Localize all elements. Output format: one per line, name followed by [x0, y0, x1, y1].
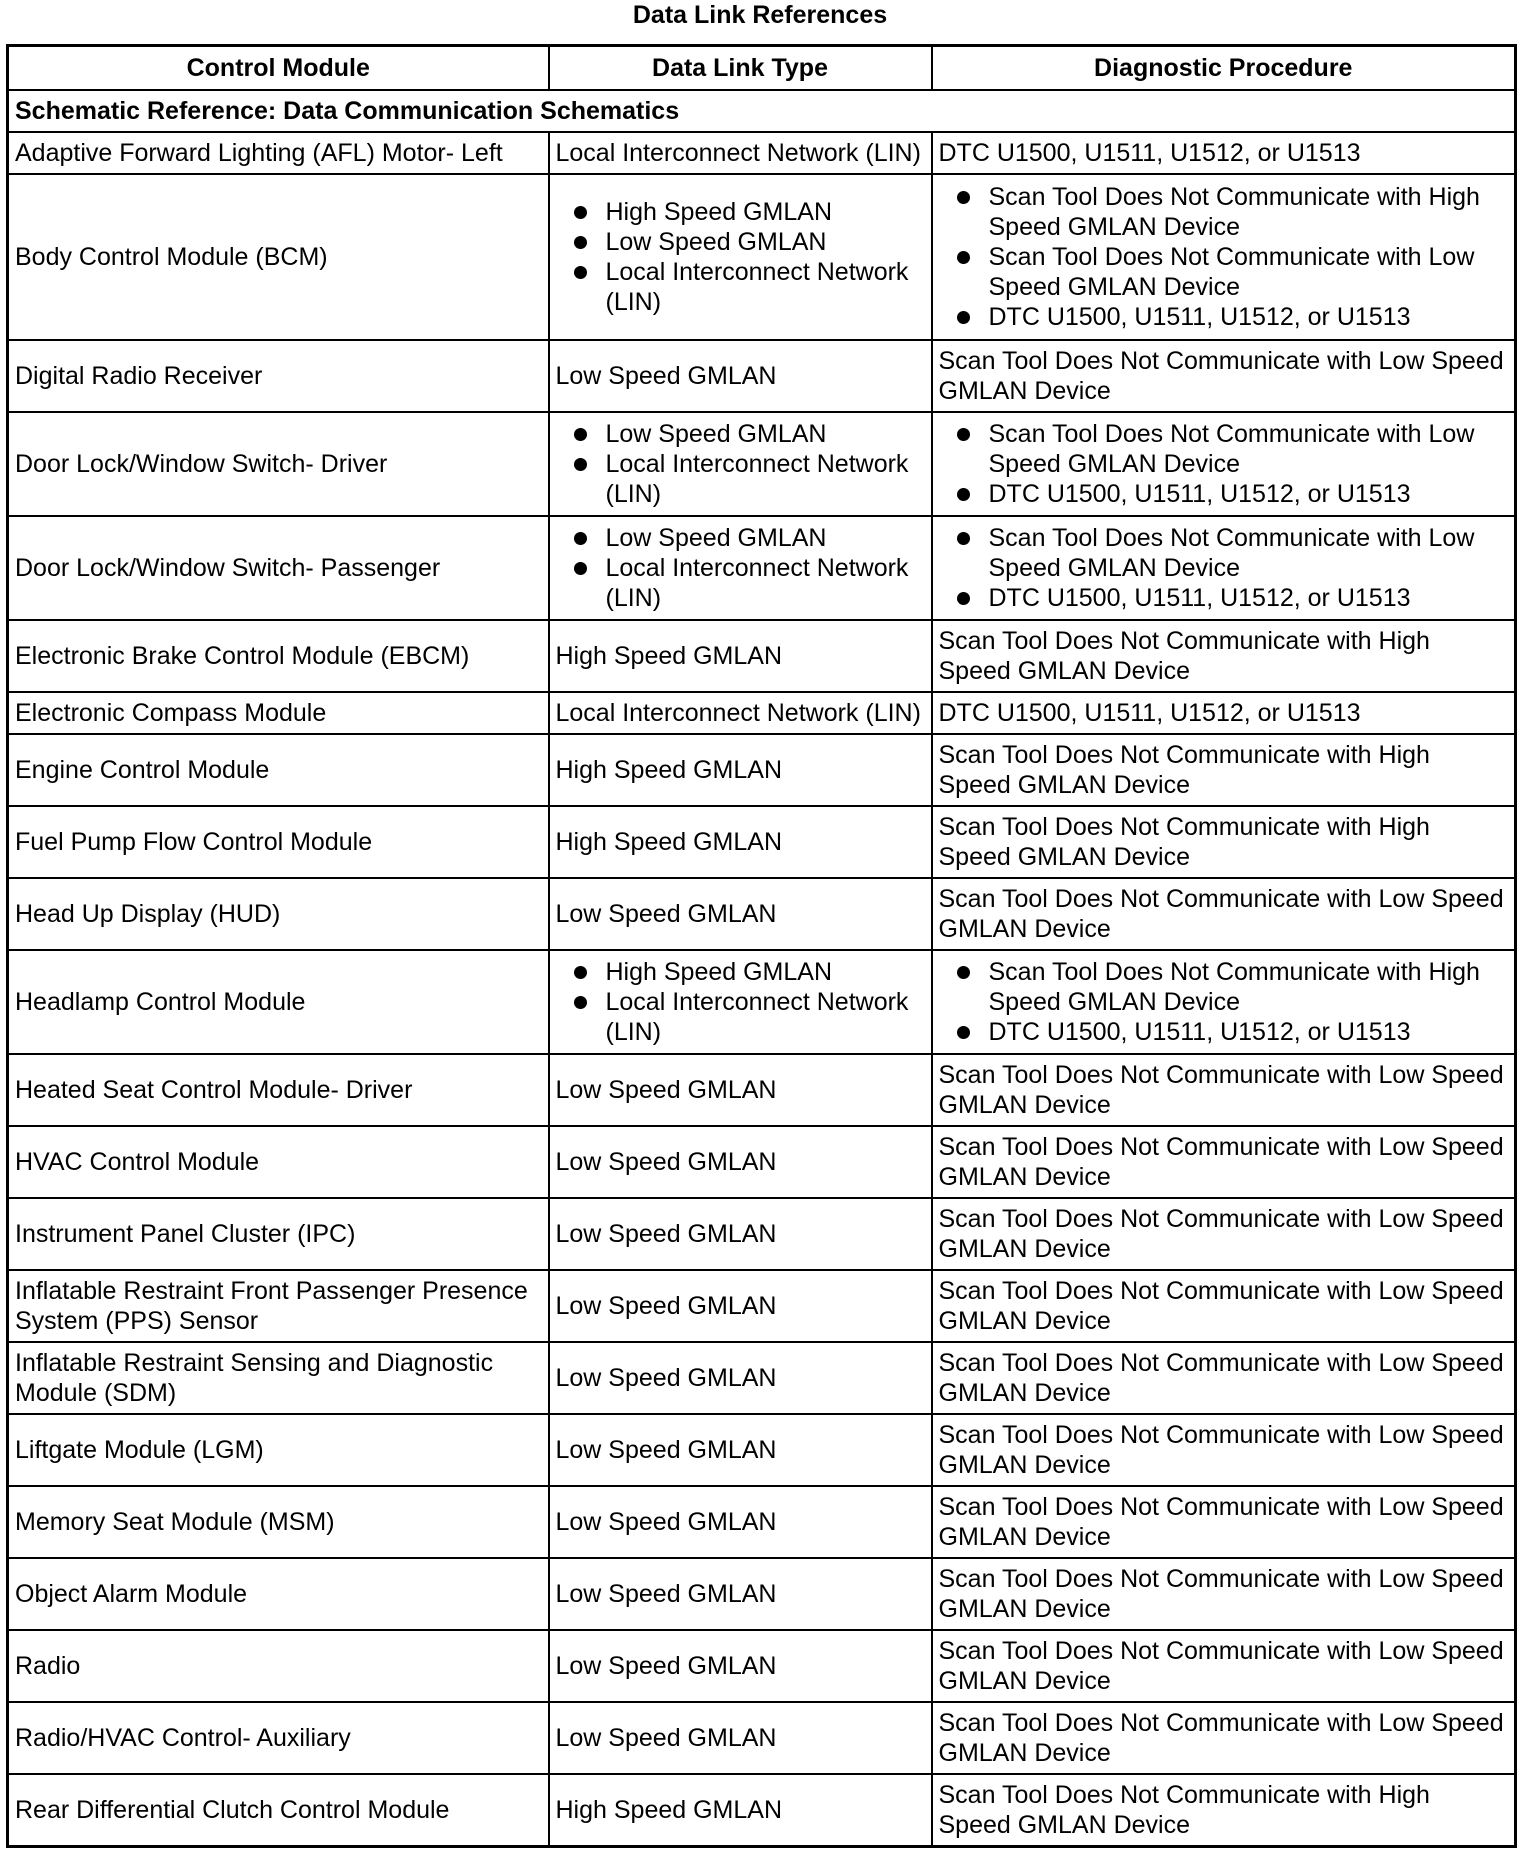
data-link-type-cell: Low Speed GMLAN: [549, 1702, 932, 1774]
control-module-cell: HVAC Control Module: [8, 1126, 549, 1198]
control-module-cell: Electronic Compass Module: [8, 692, 549, 734]
data-link-type-cell: Local Interconnect Network (LIN): [549, 132, 932, 174]
list-item: Local Interconnect Network (LIN): [556, 449, 925, 509]
list-item: Scan Tool Does Not Communicate with High Speed GMLAN Device: [939, 182, 1509, 242]
data-link-type-cell: [549, 412, 932, 516]
list-item: DTC U1500, U1511, U1512, or U1513: [939, 583, 1509, 613]
data-link-type-cell: Local Interconnect Network (LIN): [549, 692, 932, 734]
diagnostic-procedure-cell-list: [939, 523, 1509, 613]
table-row: [8, 692, 1516, 734]
list-item: Low Speed GMLAN: [556, 227, 925, 257]
diagnostic-procedure-cell: Scan Tool Does Not Communicate with High Speed GMLAN Device: [932, 1774, 1516, 1847]
control-module-cell: Inflatable Restraint Front Passenger Presence System (PPS) Sensor: [8, 1270, 549, 1342]
diagnostic-procedure-cell: Scan Tool Does Not Communicate with Low Speed GMLAN Device: [932, 1126, 1516, 1198]
data-link-type-cell-list: [556, 197, 925, 317]
table-row: [8, 1342, 1516, 1414]
table-row: [8, 1774, 1516, 1847]
data-link-type-cell: Low Speed GMLAN: [549, 1270, 932, 1342]
diagnostic-procedure-cell: [932, 950, 1516, 1054]
table-row: [8, 1558, 1516, 1630]
table-row: [8, 1630, 1516, 1702]
list-item: Low Speed GMLAN: [556, 419, 925, 449]
diagnostic-procedure-cell: Scan Tool Does Not Communicate with Low Speed GMLAN Device: [932, 878, 1516, 950]
list-item: Low Speed GMLAN: [556, 523, 925, 553]
control-module-cell: Inflatable Restraint Sensing and Diagnostic Module (SDM): [8, 1342, 549, 1414]
list-item: DTC U1500, U1511, U1512, or U1513: [939, 302, 1509, 332]
diagnostic-procedure-cell: Scan Tool Does Not Communicate with Low Speed GMLAN Device: [932, 1414, 1516, 1486]
table-row: [8, 734, 1516, 806]
table-row: [8, 1486, 1516, 1558]
diagnostic-procedure-cell: Scan Tool Does Not Communicate with High Speed GMLAN Device: [932, 734, 1516, 806]
control-module-cell: Digital Radio Receiver: [8, 340, 549, 412]
data-link-type-cell-list: [556, 957, 925, 1047]
list-item: Scan Tool Does Not Communicate with Low Speed GMLAN Device: [939, 523, 1509, 583]
diagnostic-procedure-cell: Scan Tool Does Not Communicate with Low Speed GMLAN Device: [932, 1270, 1516, 1342]
control-module-cell: Fuel Pump Flow Control Module: [8, 806, 549, 878]
diagnostic-procedure-cell: [932, 412, 1516, 516]
data-link-type-cell: Low Speed GMLAN: [549, 340, 932, 412]
table-row: [8, 1702, 1516, 1774]
control-module-cell: Radio: [8, 1630, 549, 1702]
table-row: [8, 806, 1516, 878]
control-module-cell: Body Control Module (BCM): [8, 174, 549, 340]
data-link-type-cell: Low Speed GMLAN: [549, 878, 932, 950]
diagnostic-procedure-cell: Scan Tool Does Not Communicate with Low Speed GMLAN Device: [932, 1198, 1516, 1270]
table-row: [8, 620, 1516, 692]
data-link-type-cell: Low Speed GMLAN: [549, 1342, 932, 1414]
schematic-reference: Schematic Reference: Data Communication Schematics: [8, 90, 1516, 132]
table-row: [8, 1126, 1516, 1198]
data-link-type-cell: Low Speed GMLAN: [549, 1126, 932, 1198]
control-module-cell: Memory Seat Module (MSM): [8, 1486, 549, 1558]
table-row: [8, 878, 1516, 950]
data-link-type-cell: High Speed GMLAN: [549, 806, 932, 878]
diagnostic-procedure-cell: Scan Tool Does Not Communicate with High Speed GMLAN Device: [932, 806, 1516, 878]
control-module-cell: Door Lock/Window Switch- Driver: [8, 412, 549, 516]
header-data-link-type: Data Link Type: [549, 46, 932, 91]
diagnostic-procedure-cell-list: [939, 957, 1509, 1047]
list-item: High Speed GMLAN: [556, 957, 925, 987]
control-module-cell: Electronic Brake Control Module (EBCM): [8, 620, 549, 692]
diagnostic-procedure-cell: Scan Tool Does Not Communicate with Low Speed GMLAN Device: [932, 340, 1516, 412]
diagnostic-procedure-cell: Scan Tool Does Not Communicate with Low Speed GMLAN Device: [932, 1054, 1516, 1126]
diagnostic-procedure-cell: [932, 516, 1516, 620]
table-row: [8, 1270, 1516, 1342]
data-link-type-cell: Low Speed GMLAN: [549, 1414, 932, 1486]
data-link-type-cell: High Speed GMLAN: [549, 734, 932, 806]
control-module-cell: Heated Seat Control Module- Driver: [8, 1054, 549, 1126]
table-row: [8, 132, 1516, 174]
data-link-type-cell: [549, 516, 932, 620]
table-row: [8, 340, 1516, 412]
header-control-module: Control Module: [8, 46, 549, 91]
data-link-type-cell: Low Speed GMLAN: [549, 1054, 932, 1126]
diagnostic-procedure-cell: [932, 174, 1516, 340]
diagnostic-procedure-cell: Scan Tool Does Not Communicate with Low Speed GMLAN Device: [932, 1342, 1516, 1414]
list-item: Local Interconnect Network (LIN): [556, 553, 925, 613]
list-item: Scan Tool Does Not Communicate with Low Speed GMLAN Device: [939, 419, 1509, 479]
list-item: DTC U1500, U1511, U1512, or U1513: [939, 1017, 1509, 1047]
data-link-type-cell: Low Speed GMLAN: [549, 1630, 932, 1702]
diagnostic-procedure-cell: Scan Tool Does Not Communicate with Low Speed GMLAN Device: [932, 1630, 1516, 1702]
diagnostic-procedure-cell: Scan Tool Does Not Communicate with High Speed GMLAN Device: [932, 620, 1516, 692]
table-row: [8, 516, 1516, 620]
data-link-type-cell: High Speed GMLAN: [549, 620, 932, 692]
diagnostic-procedure-cell: Scan Tool Does Not Communicate with Low Speed GMLAN Device: [932, 1702, 1516, 1774]
list-item: Scan Tool Does Not Communicate with High Speed GMLAN Device: [939, 957, 1509, 1017]
data-link-type-cell-list: [556, 419, 925, 509]
section-row: [8, 90, 1516, 132]
page-title: Data Link References: [632, 1, 888, 29]
data-link-type-cell: [549, 174, 932, 340]
header-row: [8, 46, 1516, 91]
header-diagnostic-procedure: Diagnostic Procedure: [932, 46, 1516, 91]
list-item: High Speed GMLAN: [556, 197, 925, 227]
list-item: Local Interconnect Network (LIN): [556, 987, 925, 1047]
diagnostic-procedure-cell: DTC U1500, U1511, U1512, or U1513: [932, 132, 1516, 174]
table-row: [8, 1414, 1516, 1486]
diagnostic-procedure-cell: DTC U1500, U1511, U1512, or U1513: [932, 692, 1516, 734]
table-row: [8, 1054, 1516, 1126]
diagnostic-procedure-cell: Scan Tool Does Not Communicate with Low Speed GMLAN Device: [932, 1558, 1516, 1630]
control-module-cell: Rear Differential Clutch Control Module: [8, 1774, 549, 1847]
control-module-cell: Headlamp Control Module: [8, 950, 549, 1054]
control-module-cell: Liftgate Module (LGM): [8, 1414, 549, 1486]
table-row: [8, 1198, 1516, 1270]
table-row: [8, 412, 1516, 516]
control-module-cell: Door Lock/Window Switch- Passenger: [8, 516, 549, 620]
table-row: [8, 950, 1516, 1054]
data-link-type-cell: Low Speed GMLAN: [549, 1558, 932, 1630]
control-module-cell: Head Up Display (HUD): [8, 878, 549, 950]
data-link-type-cell: [549, 950, 932, 1054]
list-item: DTC U1500, U1511, U1512, or U1513: [939, 479, 1509, 509]
control-module-cell: Radio/HVAC Control- Auxiliary: [8, 1702, 549, 1774]
control-module-cell: Adaptive Forward Lighting (AFL) Motor- Left: [8, 132, 549, 174]
data-link-table: [6, 44, 1517, 1848]
data-link-type-cell-list: [556, 523, 925, 613]
table-row: [8, 174, 1516, 340]
diagnostic-procedure-cell: Scan Tool Does Not Communicate with Low Speed GMLAN Device: [932, 1486, 1516, 1558]
control-module-cell: Object Alarm Module: [8, 1558, 549, 1630]
list-item: Local Interconnect Network (LIN): [556, 257, 925, 317]
data-link-type-cell: High Speed GMLAN: [549, 1774, 932, 1847]
data-link-type-cell: Low Speed GMLAN: [549, 1486, 932, 1558]
control-module-cell: Engine Control Module: [8, 734, 549, 806]
list-item: Scan Tool Does Not Communicate with Low Speed GMLAN Device: [939, 242, 1509, 302]
diagnostic-procedure-cell-list: [939, 182, 1509, 332]
control-module-cell: Instrument Panel Cluster (IPC): [8, 1198, 549, 1270]
diagnostic-procedure-cell-list: [939, 419, 1509, 509]
data-link-type-cell: Low Speed GMLAN: [549, 1198, 932, 1270]
